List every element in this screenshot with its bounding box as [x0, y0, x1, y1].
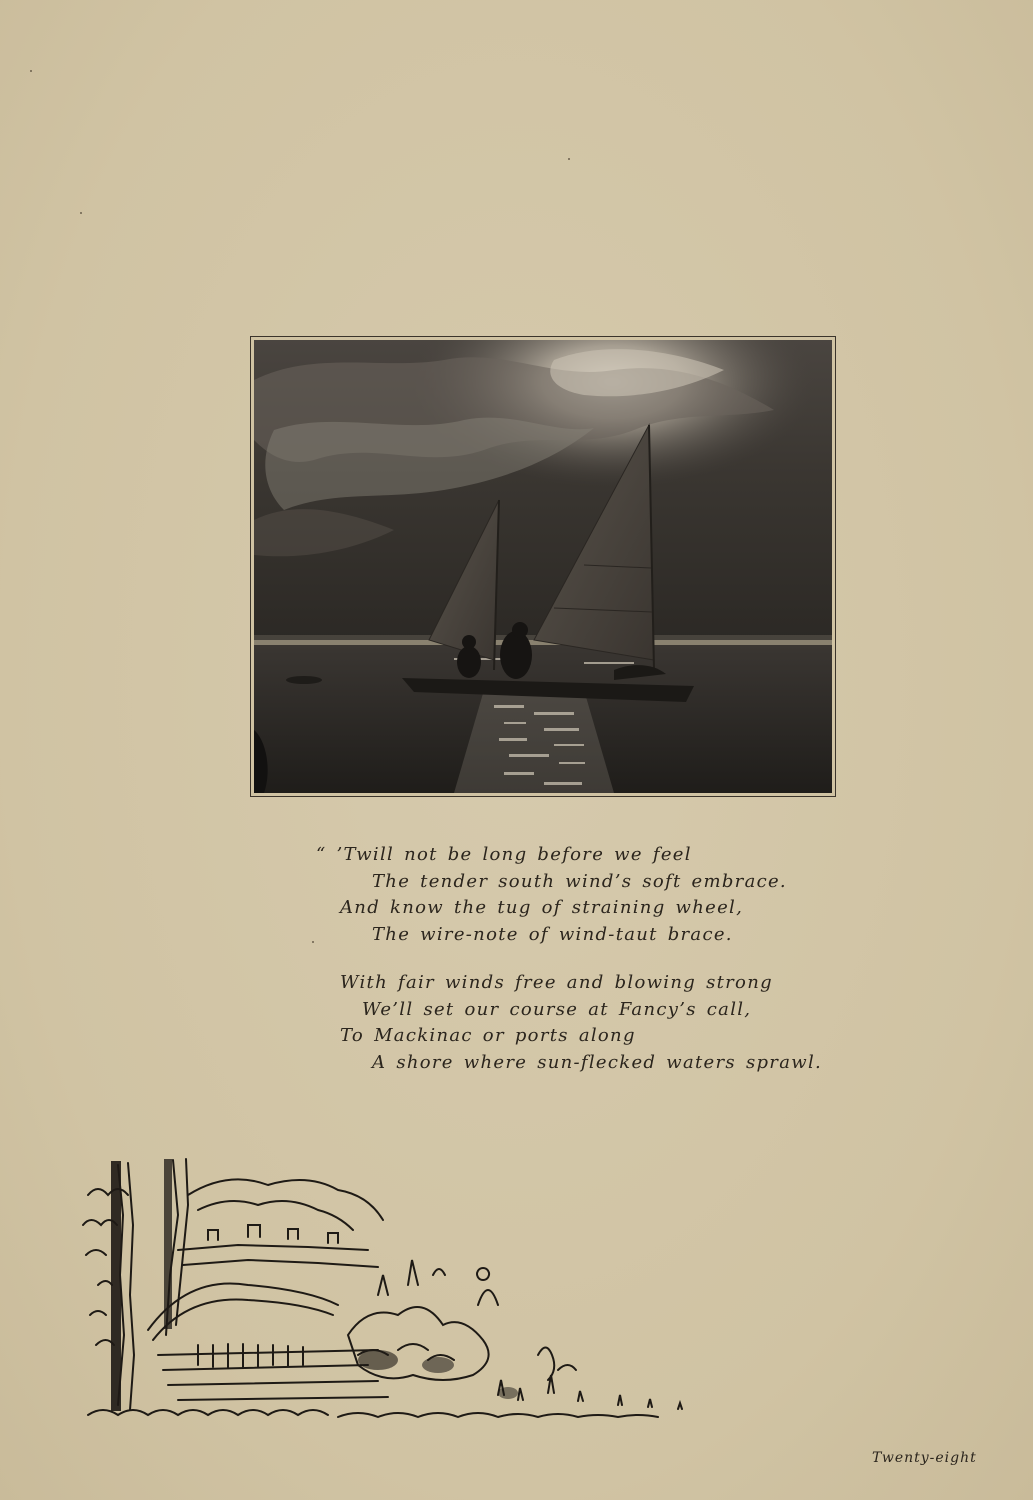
poem-line: The tender south wind’s soft embrace.: [372, 870, 787, 892]
poem-line: We’ll set our course at Fancy’s call,: [362, 998, 752, 1020]
poem: [300, 842, 860, 1098]
poem-line: “ ’Twill not be long before we feel: [316, 844, 692, 865]
speck: [568, 158, 570, 160]
poem-stanza-1: [300, 842, 860, 948]
poem-line: With fair winds free and blowing strong: [340, 972, 773, 993]
page-number: Twenty-eight: [872, 1450, 977, 1466]
speck: [80, 212, 82, 214]
harbor-sketch-illustration: [78, 1155, 728, 1435]
poem-line: To Mackinac or ports along: [340, 1025, 636, 1046]
speck: [30, 70, 32, 72]
poem-stanza-2: [300, 970, 860, 1076]
poem-line: A shore where sun-flecked waters sprawl.: [372, 1051, 823, 1073]
sailboat-photograph: [250, 336, 836, 797]
poem-line: The wire-note of wind-taut brace.: [372, 923, 733, 945]
sailboat-photo-image: [254, 340, 832, 793]
poem-line: And know the tug of straining wheel,: [340, 897, 744, 918]
